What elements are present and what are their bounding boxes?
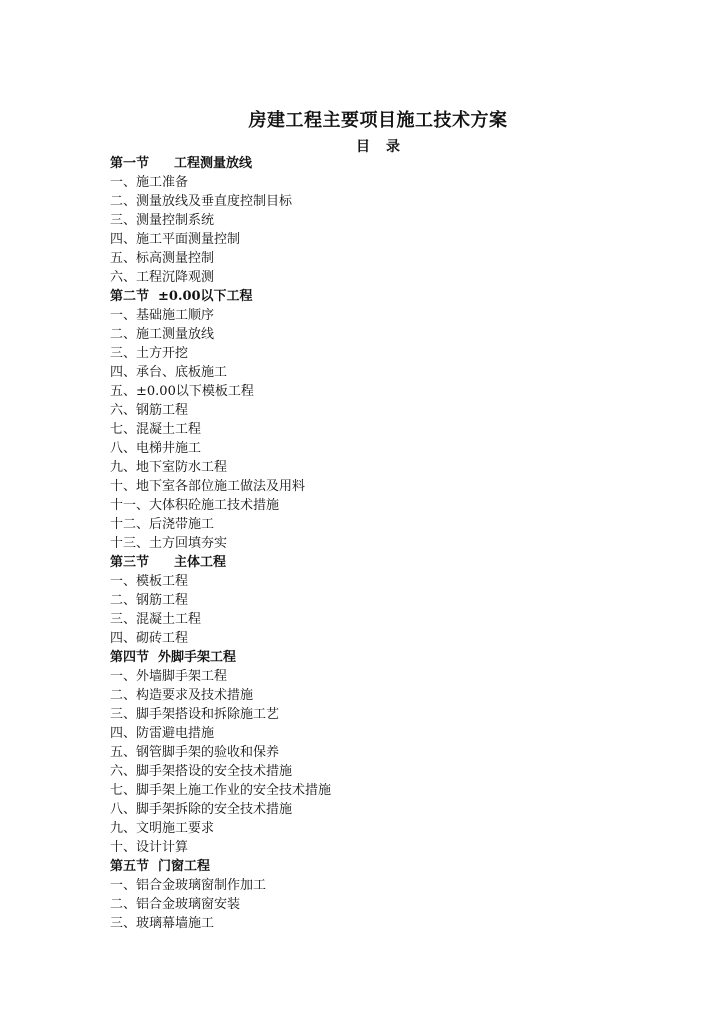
toc-item: 一、铝合金玻璃窗制作加工 — [110, 878, 267, 893]
toc-section-number: 第一节 — [110, 156, 150, 171]
toc-section-title: 工程测量放线 — [174, 156, 253, 171]
toc-item: 六、工程沉降观测 — [110, 270, 215, 285]
toc-item: 三、脚手架搭设和拆除施工艺 — [110, 707, 280, 722]
toc-item: 五、钢管脚手架的验收和保养 — [110, 745, 280, 760]
toc-section-heading — [110, 553, 610, 572]
toc-item: 二、施工测量放线 — [110, 327, 215, 342]
toc-section-heading — [110, 648, 610, 667]
toc-item: 四、施工平面测量控制 — [110, 232, 241, 247]
toc-section-heading — [110, 287, 610, 306]
toc-section-number: 第二节 — [110, 289, 150, 304]
toc-heading-right: 录 — [386, 139, 400, 155]
toc-item: 十、地下室各部位施工做法及用料 — [110, 479, 306, 494]
toc-section-title: ±0.00以下工程 — [158, 289, 253, 304]
toc-item: 三、混凝土工程 — [110, 612, 202, 627]
toc-item: 四、防雷避电措施 — [110, 726, 215, 741]
toc-section-title: 主体工程 — [174, 555, 227, 570]
toc-item: 十三、土方回填夯实 — [110, 536, 228, 551]
toc-item: 四、砌砖工程 — [110, 631, 189, 646]
toc-item: 七、混凝土工程 — [110, 422, 202, 437]
toc-item: 五、标高测量控制 — [110, 251, 215, 266]
toc-item: 二、构造要求及技术措施 — [110, 688, 254, 703]
toc-heading — [0, 136, 724, 156]
toc-item: 十一、大体积砼施工技术措施 — [110, 498, 280, 513]
toc-item: 一、施工准备 — [110, 175, 189, 190]
toc-section-heading — [110, 154, 610, 173]
toc-item: 三、土方开挖 — [110, 346, 189, 361]
toc-item: 八、电梯井施工 — [110, 441, 202, 456]
toc-section-title: 门窗工程 — [158, 859, 211, 874]
toc-item: 五、±0.00以下模板工程 — [110, 384, 254, 399]
toc-section-number: 第五节 — [110, 859, 150, 874]
toc-heading-left: 目 — [356, 139, 370, 155]
toc-item: 七、脚手架上施工作业的安全技术措施 — [110, 783, 332, 798]
toc-item: 九、文明施工要求 — [110, 821, 215, 836]
toc-item: 九、地下室防水工程 — [110, 460, 228, 475]
toc-item: 二、测量放线及垂直度控制目标 — [110, 194, 293, 209]
toc-item: 三、玻璃幕墙施工 — [110, 916, 215, 931]
toc-item: 六、钢筋工程 — [110, 403, 189, 418]
toc-item: 二、钢筋工程 — [110, 593, 189, 608]
toc-item: 二、铝合金玻璃窗安装 — [110, 897, 241, 912]
toc-section-heading — [110, 857, 610, 876]
toc-item: 十、设计计算 — [110, 840, 189, 855]
document-title: 房建工程主要项目施工技术方案 — [248, 110, 508, 131]
toc-section-number: 第三节 — [110, 555, 150, 570]
toc-item: 三、测量控制系统 — [110, 213, 215, 228]
toc-item: 四、承台、底板施工 — [110, 365, 228, 380]
table-of-contents — [110, 154, 610, 933]
toc-item: 一、基础施工顺序 — [110, 308, 215, 323]
toc-item: 六、脚手架搭设的安全技术措施 — [110, 764, 293, 779]
toc-section-number: 第四节 — [110, 650, 150, 665]
toc-item: 一、外墙脚手架工程 — [110, 669, 228, 684]
toc-item: 十二、后浇带施工 — [110, 517, 215, 532]
toc-section-title: 外脚手架工程 — [158, 650, 237, 665]
toc-item: 八、脚手架拆除的安全技术措施 — [110, 802, 293, 817]
toc-item: 一、模板工程 — [110, 574, 189, 589]
